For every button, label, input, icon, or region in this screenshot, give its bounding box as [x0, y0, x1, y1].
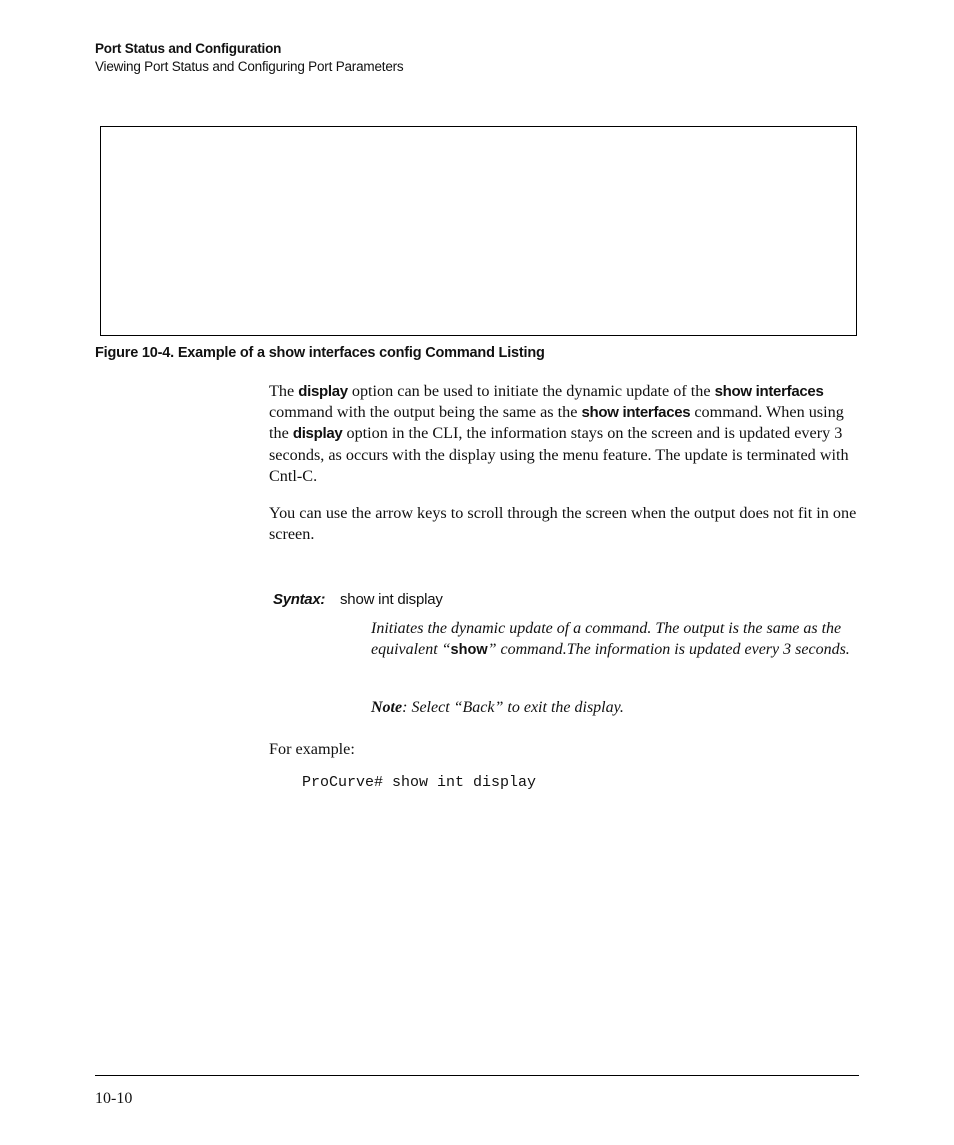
- text-run: Initiates the dynamic update of a command. The output is the same as the equivalent “: [371, 620, 842, 659]
- figure-frame: [100, 126, 857, 336]
- example-intro: For example:: [269, 740, 355, 758]
- running-header-subtitle: Viewing Port Status and Configuring Port Parameters: [95, 59, 404, 74]
- syntax-label: Syntax:: [273, 591, 326, 608]
- keyword-display: display: [292, 425, 343, 443]
- syntax-note: [371, 697, 859, 718]
- keyword-show: show: [450, 642, 488, 659]
- figure-caption: Figure 10-4. Example of a show interfaces config Command Listing: [95, 345, 545, 361]
- text-run: The: [269, 382, 299, 400]
- syntax-command: show int display: [340, 591, 443, 608]
- text-run: command with the output being the same as the: [269, 403, 582, 422]
- display-option-paragraph: [269, 381, 859, 487]
- running-header-title: Port Status and Configuration: [95, 41, 282, 56]
- footer-divider: [95, 1075, 859, 1076]
- keyword-show-interfaces: show interfaces: [714, 383, 824, 400]
- example-code: ProCurve# show int display: [302, 774, 537, 791]
- text-run: option in the CLI, the information stays on the screen and is updated every 3 seconds, as occurs with the display using the menu feature. The update is terminated with Cntl-C.: [269, 424, 849, 485]
- keyword-display: display: [298, 383, 348, 400]
- note-text: : Select “Back” to exit the display.: [402, 699, 624, 716]
- text-run: ” command.The information is updated every 3 seconds.: [487, 641, 850, 659]
- text-run: command. When using the: [269, 403, 844, 443]
- syntax-description: [371, 618, 859, 661]
- text-run: option can be used to initiate the dynamic update of the: [347, 382, 715, 400]
- note-label: Note: [371, 699, 403, 716]
- page-number: 10-10: [95, 1090, 133, 1107]
- keyword-show-interfaces: show interfaces: [581, 404, 691, 422]
- arrow-keys-paragraph: You can use the arrow keys to scroll through the screen when the output does not fit in one screen.: [269, 504, 857, 544]
